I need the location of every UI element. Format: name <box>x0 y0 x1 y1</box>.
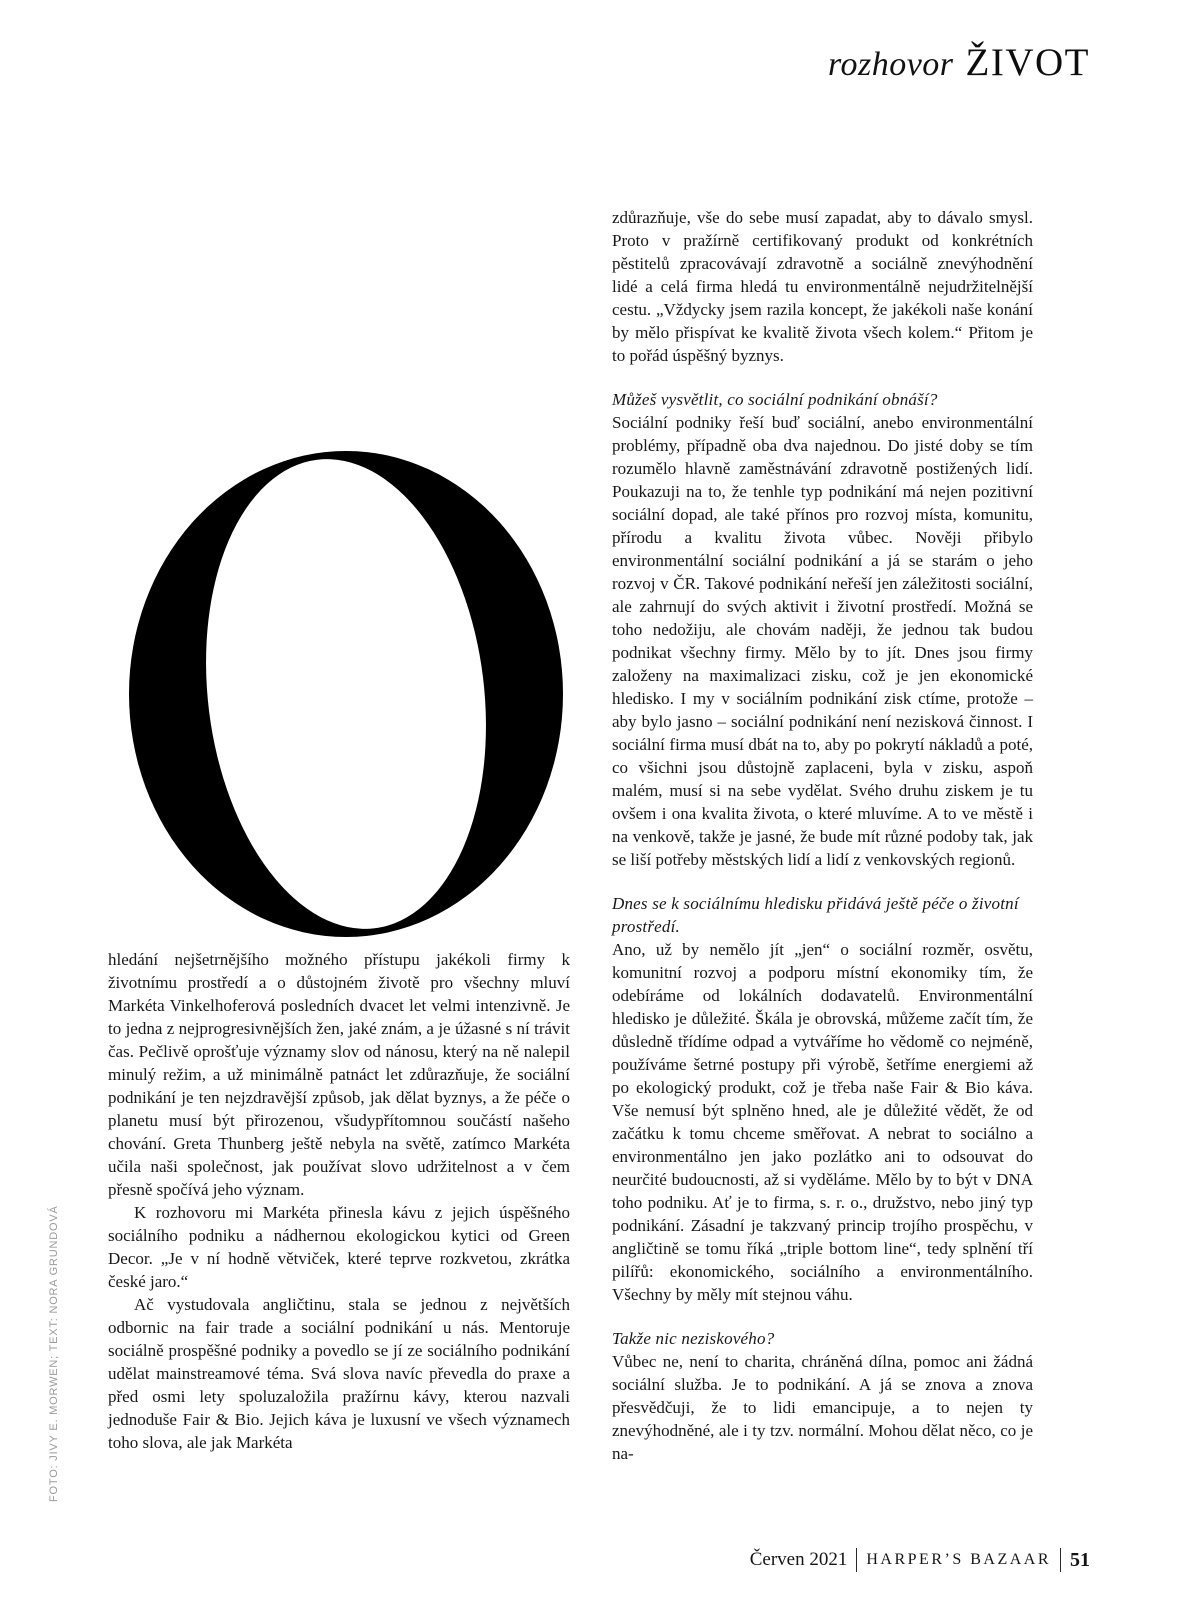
left-column <box>108 948 570 1454</box>
interview-question: Můžeš vysvětlit, co sociální podnikání obnáší? <box>612 390 938 409</box>
right-column <box>612 206 1033 1465</box>
paragraph: Ač vystudovala angličtinu, stala se jednou z největších odbornic na fair trade a sociální podnikání u nás. Mentoruje sociálně prospěšné podniky a povedlo se jí ze sociálního podnikání udělat mainstreamové téma. Svá slova navíc převedla do praxe a před osmi lety spoluzaložila pražírnu kávy, kterou nazvali jednoduše Fair & Bio. Jejich káva je luxusní ve všech významech toho slova, ale jak Markéta <box>108 1295 570 1452</box>
footer-divider <box>856 1548 857 1572</box>
footer-page-number: 51 <box>1070 1548 1090 1571</box>
header-section-title: ŽIVOT <box>965 41 1090 84</box>
interview-question: Dnes se k sociálnímu hledisku přidává ještě péče o životní prostředí. <box>612 894 1019 936</box>
footer-issue-date: Červen 2021 <box>749 1549 848 1570</box>
dropcap-letter-o <box>128 450 564 938</box>
photo-text-credit: FOTO: JIVY E. MORWEN; TEXT: NORA GRUNDOVÁ <box>48 1205 60 1502</box>
paragraph: hledání nejšetrnějšího možného přístupu jakékoli firmy k životnímu prostředí a o důstojném životě pro všechny mluví Markéta Vinkelhoferová posledních dvacet let velmi intenzivně. Je to jedna z nejprogresivnějších žen, jaké znám, a je úžasné s ní trávit čas. Pečlivě oprošťuje významy slov od nánosu, který na ně nalepil minulý režim, a už minimálně patnáct let zdůrazňuje, že sociální podnikání je ten nejzdravější způsob, jak dělat byznys, a že péče o planetu musí být přirozenou, všudypřítomnou součástí našeho chování. Greta Thunberg ještě nebyla na světě, zatímco Markéta učila naši společnost, jak používat slovo udržitelnost a v čem přesně spočívá jeho význam. <box>108 950 570 1199</box>
paragraph: zdůrazňuje, vše do sebe musí zapadat, aby to dávalo smysl. Proto v pražírně certifikovaný produkt od konkrétních pěstitelů zpracovávají zdravotně a sociálně znevýhodnění lidé a celá firma hledá tu environmentálně nejudržitelnější cestu. „Vždycky jsem razila koncept, že jakékoli naše konání by mělo přispívat ke kvalitě života všech kolem.“ Přitom je to pořád úspěšný byznys. <box>612 208 1033 365</box>
dropcap-o-glyph <box>128 450 564 938</box>
page-footer <box>750 1548 1090 1572</box>
page-header <box>828 40 1090 85</box>
interview-answer: Ano, už by nemělo jít „jen“ o sociální rozměr, osvětu, komunitní rozvoj a podporu místní ekonomiky tím, že odebíráme od lokálních dodavatelů. Environmentální hledisko je důležité. Škála je obrovská, můžeme začít tím, že důsledně třídíme odpad a vytváříme ho vědomě co nejméně, používáme šetrné postupy při výrobě, šetříme energiemi až po ekologický produkt, což je třeba naše Fair & Bio káva. Vše nemusí být splněno hned, ale je důležité vědět, že od začátku k tomu chceme směřovat. A nebrat to sociálno a environmentálno jen jako pozlátko ani to odsouvat do neurčité budoucnosti, až si vyděláme. Mělo by to být v DNA toho podniku. Ať je to firma, s. r. o., družstvo, nebo jiný typ podnikání. Zásadní je takzvaný princip trojího prospěchu, v angličtině se tomu říká „triple bottom line“, tedy splnění tří pilířů: ekonomického, sociálního a environmentálního. Všechny by měly mít stejnou váhu. <box>612 940 1033 1304</box>
interview-question: Takže nic neziskového? <box>612 1329 775 1348</box>
footer-magazine-name: HARPER’S BAZAAR <box>866 1551 1051 1568</box>
header-kicker: rozhovor <box>828 46 954 83</box>
interview-answer: Sociální podniky řeší buď sociální, anebo environmentální problémy, případně oba dva najednou. Do jisté doby se tím rozumělo hlavně zaměstnávání zdravotně postižených lidí. Poukazuji na to, že tenhle typ podnikání má nejen pozitivní sociální dopad, ale také přínos pro rozvoj místa, komunitu, přírodu a kvalitu života vůbec. Nověji přibylo environmentální sociální podnikání a já se starám o jeho rozvoj v ČR. Takové podnikání neřeší jen záležitosti sociální, ale zahrnují do svých aktivit i životní prostředí. Možná se toho nedožiju, ale chovám naději, že jednou tak budou podnikat všechny firmy. Mělo by to jít. Dnes jsou firmy založeny na maximalizaci zisku, což je jen ekonomické hledisko. I my v sociálním podnikání zisk ctíme, protože – aby bylo jasno – sociální podnikání není nezisková činnost. I sociální firma musí dbát na to, aby po pokrytí nákladů a poté, co všichni jsou důstojně zaplaceni, byla v zisku, aspoň malém, musí si na sebe vydělat. Svého druhu ziskem je tu ovšem i ona kvalita života, o které mluvíme. A to ve městě i na venkově, takže je jasné, že bude mít různé podoby tak, jak se liší potřeby městských lidí a lidí z venkovských regionů. <box>612 413 1033 869</box>
interview-answer: Vůbec ne, není to charita, chráněná dílna, pomoc ani žádná sociální služba. Je to podnikání. A já se znova a znova přesvědčuji, že to lidi emancipuje, a to nejen ty znevýhodněné, ale i ty tzv. normální. Mohou dělat něco, co je na- <box>612 1352 1033 1463</box>
paragraph: K rozhovoru mi Markéta přinesla kávu z jejich úspěšného sociálního podniku a nádhernou ekologickou kytici od Green Decor. „Je v ní hodně větviček, které teprve rozkvetou, zkrátka české jaro.“ <box>108 1203 570 1291</box>
footer-divider <box>1060 1548 1061 1572</box>
